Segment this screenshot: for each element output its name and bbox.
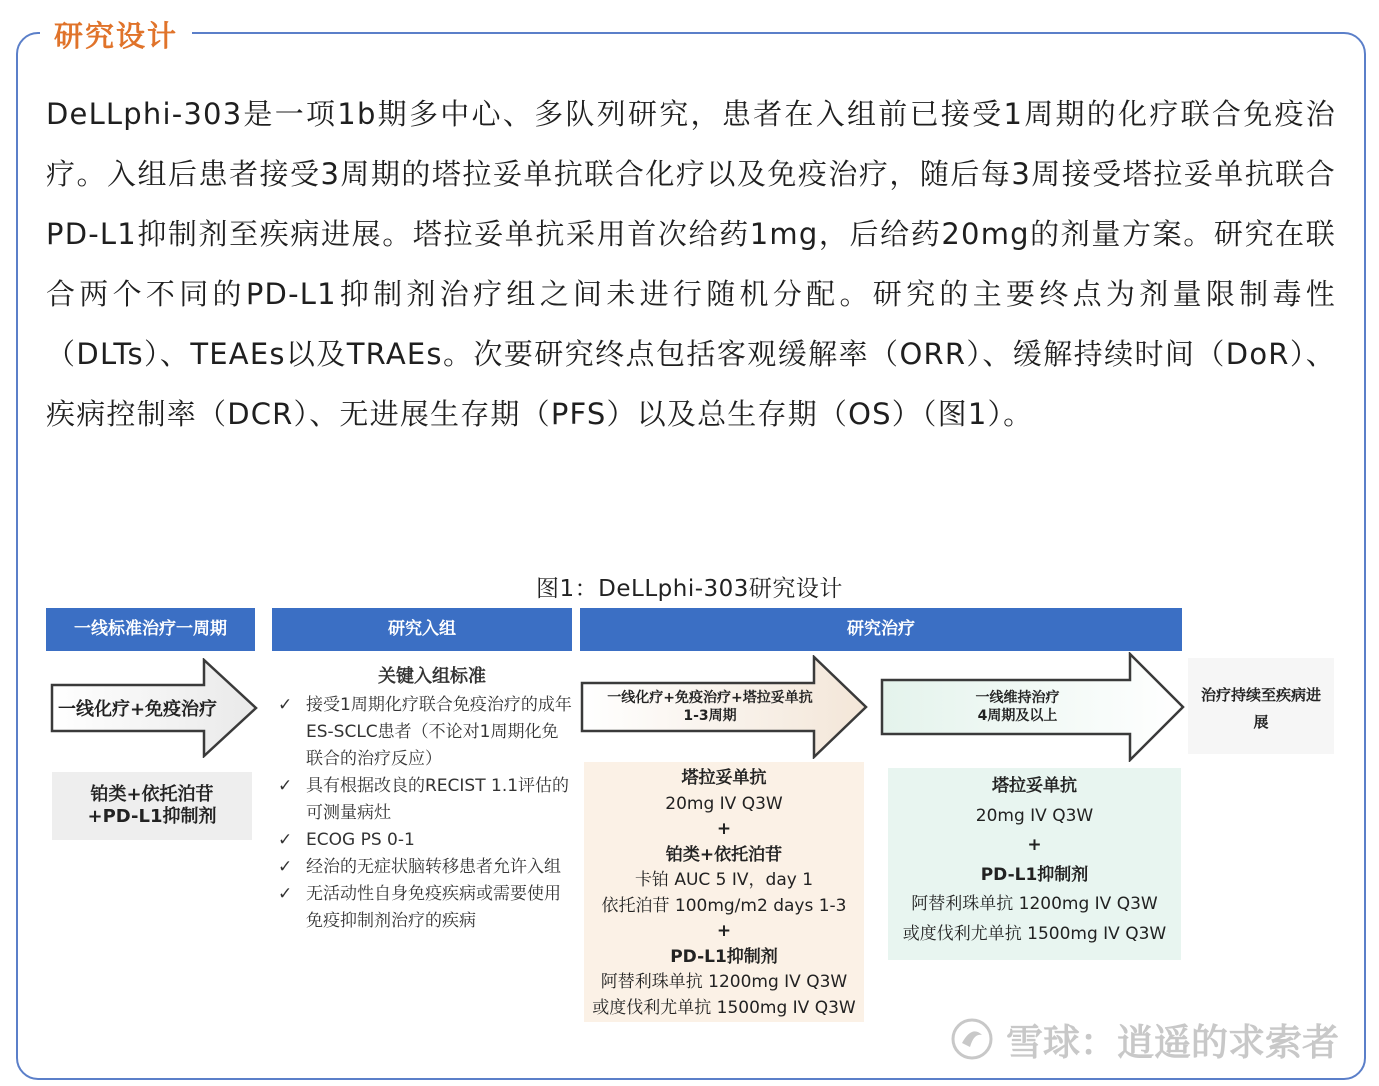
watermark (950, 1012, 1339, 1066)
watermark-text: 雪球：逍遥的求索者 (1006, 1021, 1339, 1064)
ind-drug1: 塔拉妥单抗 (681, 768, 767, 788)
criteria-item: ✓ 接受1周期化疗联合免疫治疗的成年ES-SCLC患者（不论对1周期化免联合的治疗反应） (272, 692, 572, 773)
check-icon: ✓ (278, 884, 293, 904)
ind-drug2-dose2: 依托泊苷 100mg/m2 days 1-3 (601, 895, 847, 916)
mnt-drug1: 塔拉妥单抗 (992, 776, 1077, 796)
check-icon: ✓ (278, 857, 293, 877)
criteria-item: ✓ 无活动性自身免疫疾病或需要使用免疫抑制剂治疗的疾病 (272, 881, 572, 935)
first-box-line2: +PD-L1抑制剂 (87, 806, 217, 827)
snowball-logo-icon (950, 1017, 994, 1061)
mnt-drug2: PD-L1抑制剂 (980, 864, 1089, 885)
induction-arrow (580, 655, 868, 759)
check-icon: ✓ (278, 695, 293, 715)
header-first-line: 一线标准治疗一周期 (46, 608, 255, 651)
intro-paragraph: DeLLphi-303是一项1b期多中心、多队列研究，患者在入组前已接受1周期的化疗联合免疫治疗。入组后患者接受3周期的塔拉妥单抗联合化疗以及免疫治疗，随后每3周接受塔拉妥单抗联合PD-L1抑制剂至疾病进展。塔拉妥单抗采用首次给药1mg，后给药20mg的剂量方案。研究在联合两个不同的PD-L1抑制剂治疗组之间未进行随机分配。研究的主要终点为剂量限制毒性（DLTs）、TEAEs以及TRAEs。次要研究终点包括客观缓解率（ORR）、缓解持续时间（DoR）、疾病控制率（DCR）、无进展生存期（PFS）以及总生存期（OS）（图1）。 (46, 97, 1336, 431)
check-icon: ✓ (278, 776, 293, 796)
criteria-item: ✓ 经治的无症状脑转移患者允许入组 (272, 854, 572, 881)
criteria-item: ✓ ECOG PS 0-1 (272, 827, 572, 854)
ind-plus2: + (716, 921, 732, 941)
maintenance-arrow-line1: 一线维持治疗 (975, 690, 1060, 706)
section-title: 研究设计 (40, 16, 192, 56)
induction-arrow-line1: 一线化疗+免疫治疗+塔拉妥单抗 (607, 690, 813, 706)
ind-drug1-dose: 20mg IV Q3W (665, 793, 783, 814)
first-line-regimen-box (52, 772, 252, 840)
first-line-arrow (50, 658, 258, 758)
check-icon: ✓ (278, 830, 293, 850)
mnt-drug1-dose: 20mg IV Q3W (975, 805, 1094, 826)
ind-drug3-opt2: 或度伐利尤单抗 1500mg IV Q3W (592, 997, 856, 1018)
maintenance-arrow-line2: 4周期及以上 (977, 708, 1058, 724)
continue-until-progression: 治疗持续至疾病进展 (1188, 658, 1334, 754)
criteria-list (272, 692, 572, 935)
criteria-title: 关键入组标准 (378, 666, 486, 687)
mnt-drug2-opt2: 或度伐利尤单抗 1500mg IV Q3W (902, 923, 1167, 944)
ind-drug3-opt1: 阿替利珠单抗 1200mg IV Q3W (600, 972, 848, 992)
header-treatment: 研究治疗 (580, 608, 1182, 651)
key-criteria (272, 662, 572, 935)
mnt-drug2-opt1: 阿替利珠单抗 1200mg IV Q3W (911, 894, 1158, 914)
induction-arrow-line2: 1-3周期 (683, 708, 737, 724)
header-enrollment: 研究入组 (272, 608, 572, 651)
ind-drug3: PD-L1抑制剂 (670, 946, 778, 967)
first-arrow-label: 一线化疗+免疫治疗 (57, 699, 218, 720)
figure-caption: 图1：DeLLphi-303研究设计 (536, 576, 843, 602)
ind-plus1: + (716, 819, 732, 839)
ind-drug2-dose1: 卡铂 AUC 5 IV，day 1 (634, 870, 814, 890)
criteria-item: ✓ 具有根据改良的RECIST 1.1评估的可测量病灶 (272, 773, 572, 827)
induction-regimen-box (584, 762, 864, 1022)
mnt-plus: + (1027, 835, 1042, 855)
ind-drug2: 铂类+依托泊苷 (665, 844, 783, 865)
first-box-line1: 铂类+依托泊苷 (90, 784, 214, 805)
maintenance-arrow (880, 652, 1185, 762)
maintenance-regimen-box (888, 768, 1181, 960)
